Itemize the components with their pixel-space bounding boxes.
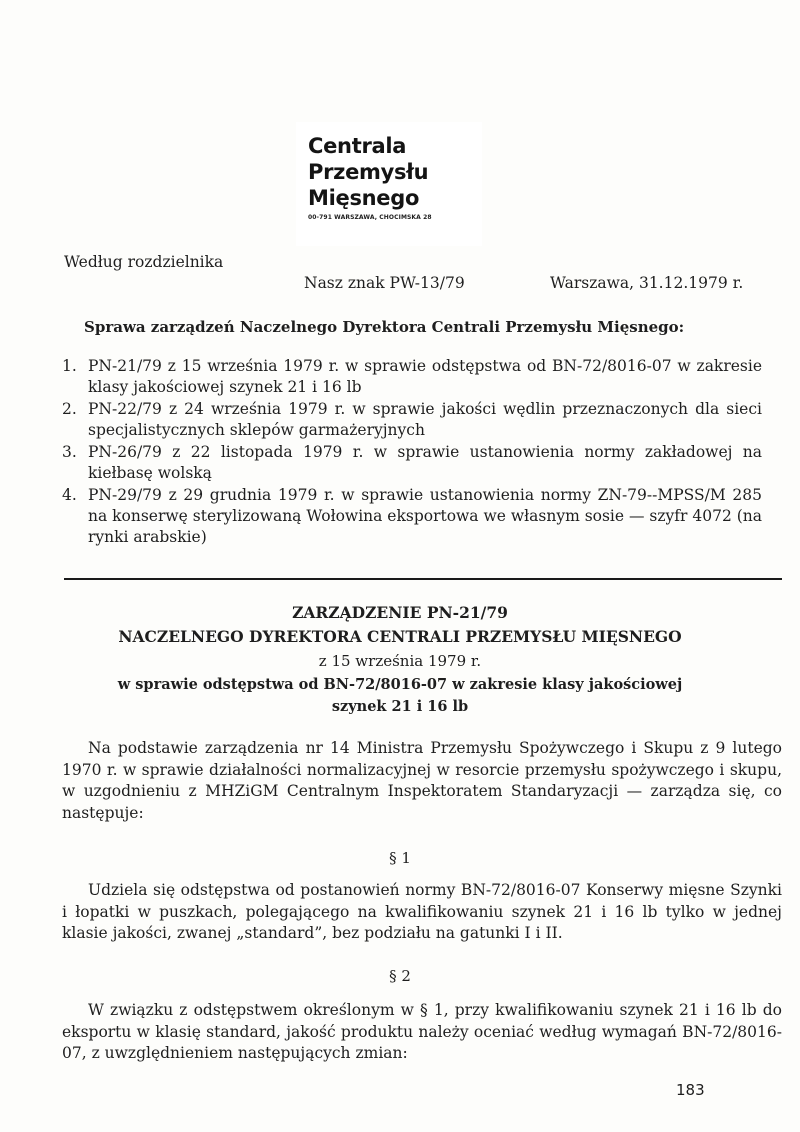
logo-line-1: Centrala — [308, 134, 407, 158]
list-item — [62, 485, 762, 548]
list-item — [62, 356, 762, 398]
section-1-mark: § 1 — [389, 849, 411, 867]
page-number: 183 — [676, 1081, 705, 1099]
list-item-text: PN-26/79 z 22 listopada 1979 r. w sprawie ustanowienia normy zakładowej na kiełbasę wolską — [88, 443, 762, 482]
list-item-text: PN-29/79 z 29 grudnia 1979 r. w sprawie ustanowienia normy ZN-79--MPSS/M 285 na konserwę sterylizowaną Wołowina eksportowa we własnym sosie — szyfr 4072 (na rynki arabskie) — [88, 486, 763, 546]
order-list — [62, 356, 762, 549]
logo-line-3: Mięsnego — [308, 186, 420, 210]
subject-line: Sprawa zarządzeń Naczelnego Dyrektora Centrali Przemysłu Mięsnego: — [84, 318, 685, 336]
list-item — [62, 399, 762, 441]
letterhead-logo — [296, 122, 482, 246]
distribution-note: Według rozdzielnika — [64, 253, 224, 271]
logo-address: 00-791 WARSZAWA, CHOCIMSKA 28 — [308, 214, 432, 221]
section-divider — [64, 578, 782, 580]
list-item-text: PN-21/79 z 15 września 1979 r. w sprawie odstępstwa od BN-72/8016-07 w zakresie klasy jakościowej szynek 21 i 16 lb — [88, 357, 762, 396]
list-item-number: 4. — [62, 486, 77, 504]
list-item — [62, 442, 762, 484]
list-item-number: 2. — [62, 400, 77, 418]
list-item-text: PN-22/79 z 24 września 1979 r. w sprawie jakości wędlin przeznaczonych dla sieci specjalistycznych sklepów garmażeryjnych — [88, 400, 762, 439]
reference-number: Nasz znak PW-13/79 — [304, 274, 465, 292]
order-subject-line-1: w sprawie odstępstwa od BN-72/8016-07 w zakresie klasy jakościowej — [117, 676, 683, 693]
section-2-text: W związku z odstępstwem określonym w § 1, przy kwalifikowaniu szynek 21 i 16 lb do eksportu w klasię standard, jakość produktu należy oceniać według wymagań BN-72/8016-07, z uwzględnieniem następujących zmian: — [62, 1001, 782, 1062]
list-item-number: 3. — [62, 443, 77, 461]
logo-line-2: Przemysłu — [308, 160, 429, 184]
place-date: Warszawa, 31.12.1979 r. — [550, 274, 744, 292]
order-date: z 15 września 1979 r. — [318, 652, 482, 670]
section-2-mark: § 2 — [389, 967, 411, 985]
order-issuer: NACZELNEGO DYREKTORA CENTRALI PRZEMYSŁU MIĘSNEGO — [118, 627, 682, 646]
intro-paragraph: Na podstawie zarządzenia nr 14 Ministra Przemysłu Spożywczego i Skupu z 9 lutego 1970 r. w sprawie działalności normalizacyjnej w resorcie przemysłu spożywczego i skupu, w uzgodnieniu z MHZiGM Centralnym Inspektoratem Standaryzacji — zarządza się, co następuje: — [62, 739, 782, 822]
list-item-number: 1. — [62, 357, 77, 375]
order-title: ZARZĄDZENIE PN-21/79 — [292, 603, 508, 622]
order-subject-line-2: szynek 21 i 16 lb — [331, 698, 469, 715]
section-1-text: Udziela się odstępstwa od postanowień normy BN-72/8016-07 Konserwy mięsne Szynki i łopatki w puszkach, polegającego na kwalifikowaniu szynek 21 i 16 lb tylko w jednej klasie jakości, zwanej „standard”, bez podziału na gatunki I i II. — [62, 881, 782, 942]
